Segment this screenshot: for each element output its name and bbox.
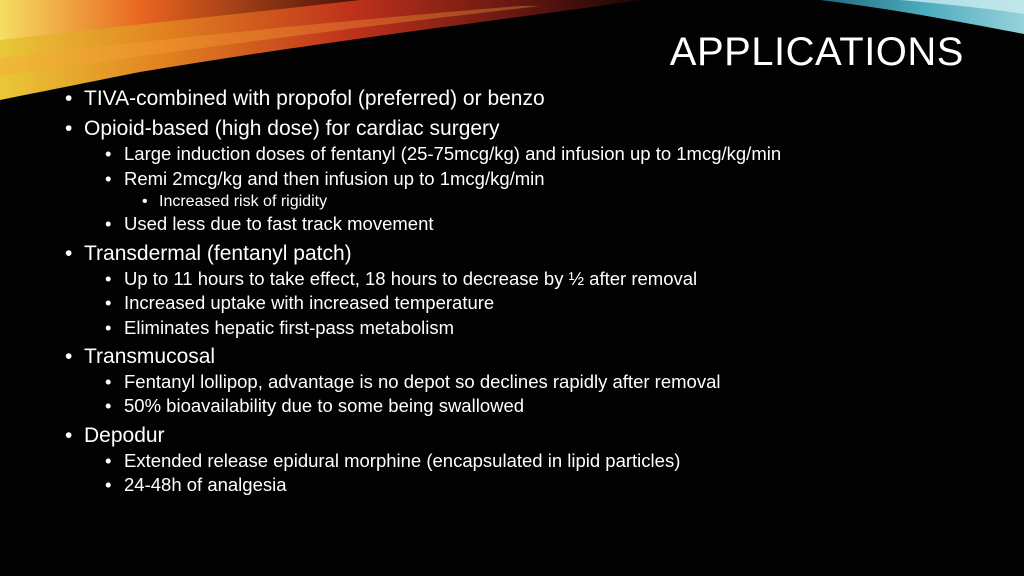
bullet-level-2 bbox=[102, 451, 962, 471]
bullet-marker: • bbox=[105, 449, 112, 471]
bullet-text: Large induction doses of fentanyl (25-75mcg/kg) and infusion up to 1mcg/kg/min bbox=[124, 143, 782, 165]
bullet-marker: • bbox=[65, 87, 73, 110]
bullet-level-3 bbox=[140, 193, 962, 211]
bullet-level-2 bbox=[102, 372, 962, 392]
bullet-level-2 bbox=[102, 396, 962, 416]
bullet-level-1 bbox=[62, 345, 962, 368]
bullet-text: TIVA-combined with propofol (preferred) or benzo bbox=[84, 87, 545, 110]
bullet-list bbox=[62, 80, 962, 496]
bullet-marker: • bbox=[142, 192, 148, 210]
bullet-text: 50% bioavailability due to some being swallowed bbox=[124, 395, 525, 417]
bullet-text: Opioid-based (high dose) for cardiac surgery bbox=[84, 117, 500, 141]
bullet-marker: • bbox=[65, 117, 73, 141]
bullet-marker: • bbox=[65, 423, 73, 447]
bullet-text: Extended release epidural morphine (encapsulated in lipid particles) bbox=[124, 449, 681, 471]
bullet-level-1 bbox=[62, 117, 962, 140]
bullet-text: Increased risk of rigidity bbox=[159, 192, 328, 210]
bullet-level-2 bbox=[102, 475, 962, 495]
bullet-level-2 bbox=[102, 144, 962, 164]
bullet-marker: • bbox=[105, 395, 112, 417]
bullet-level-2 bbox=[102, 293, 962, 313]
bullet-text: 24-48h of analgesia bbox=[124, 474, 287, 496]
bullet-marker: • bbox=[105, 167, 112, 189]
bullet-level-2 bbox=[102, 214, 962, 234]
bullet-marker: • bbox=[105, 316, 112, 338]
bullet-text: Increased uptake with increased temperature bbox=[124, 292, 495, 314]
bullet-marker: • bbox=[65, 344, 73, 368]
bullet-text: Fentanyl lollipop, advantage is no depot so declines rapidly after removal bbox=[124, 371, 721, 393]
bullet-text: Transdermal (fentanyl patch) bbox=[84, 241, 352, 265]
bullet-text: Up to 11 hours to take effect, 18 hours to decrease by ½ after removal bbox=[124, 267, 698, 289]
bullet-marker: • bbox=[105, 143, 112, 165]
bullet-marker: • bbox=[105, 267, 112, 289]
bullet-level-2 bbox=[102, 318, 962, 338]
bullet-text: Used less due to fast track movement bbox=[124, 213, 434, 235]
bullet-text: Eliminates hepatic first-pass metabolism bbox=[124, 316, 455, 338]
bullet-level-1 bbox=[62, 242, 962, 265]
bullet-text: Remi 2mcg/kg and then infusion up to 1mcg/kg/min bbox=[124, 167, 545, 189]
bullet-text: Depodur bbox=[84, 423, 165, 447]
bullet-level-1 bbox=[62, 87, 962, 110]
bullet-marker: • bbox=[105, 371, 112, 393]
bullet-text: Transmucosal bbox=[84, 344, 216, 368]
slide-title: APPLICATIONS bbox=[669, 30, 964, 74]
bullet-marker: • bbox=[105, 474, 112, 496]
bullet-level-2 bbox=[102, 169, 962, 189]
bullet-level-1 bbox=[62, 424, 962, 447]
bullet-marker: • bbox=[105, 213, 112, 235]
bullet-level-2 bbox=[102, 269, 962, 289]
bullet-marker: • bbox=[105, 292, 112, 314]
bullet-marker: • bbox=[65, 241, 73, 265]
